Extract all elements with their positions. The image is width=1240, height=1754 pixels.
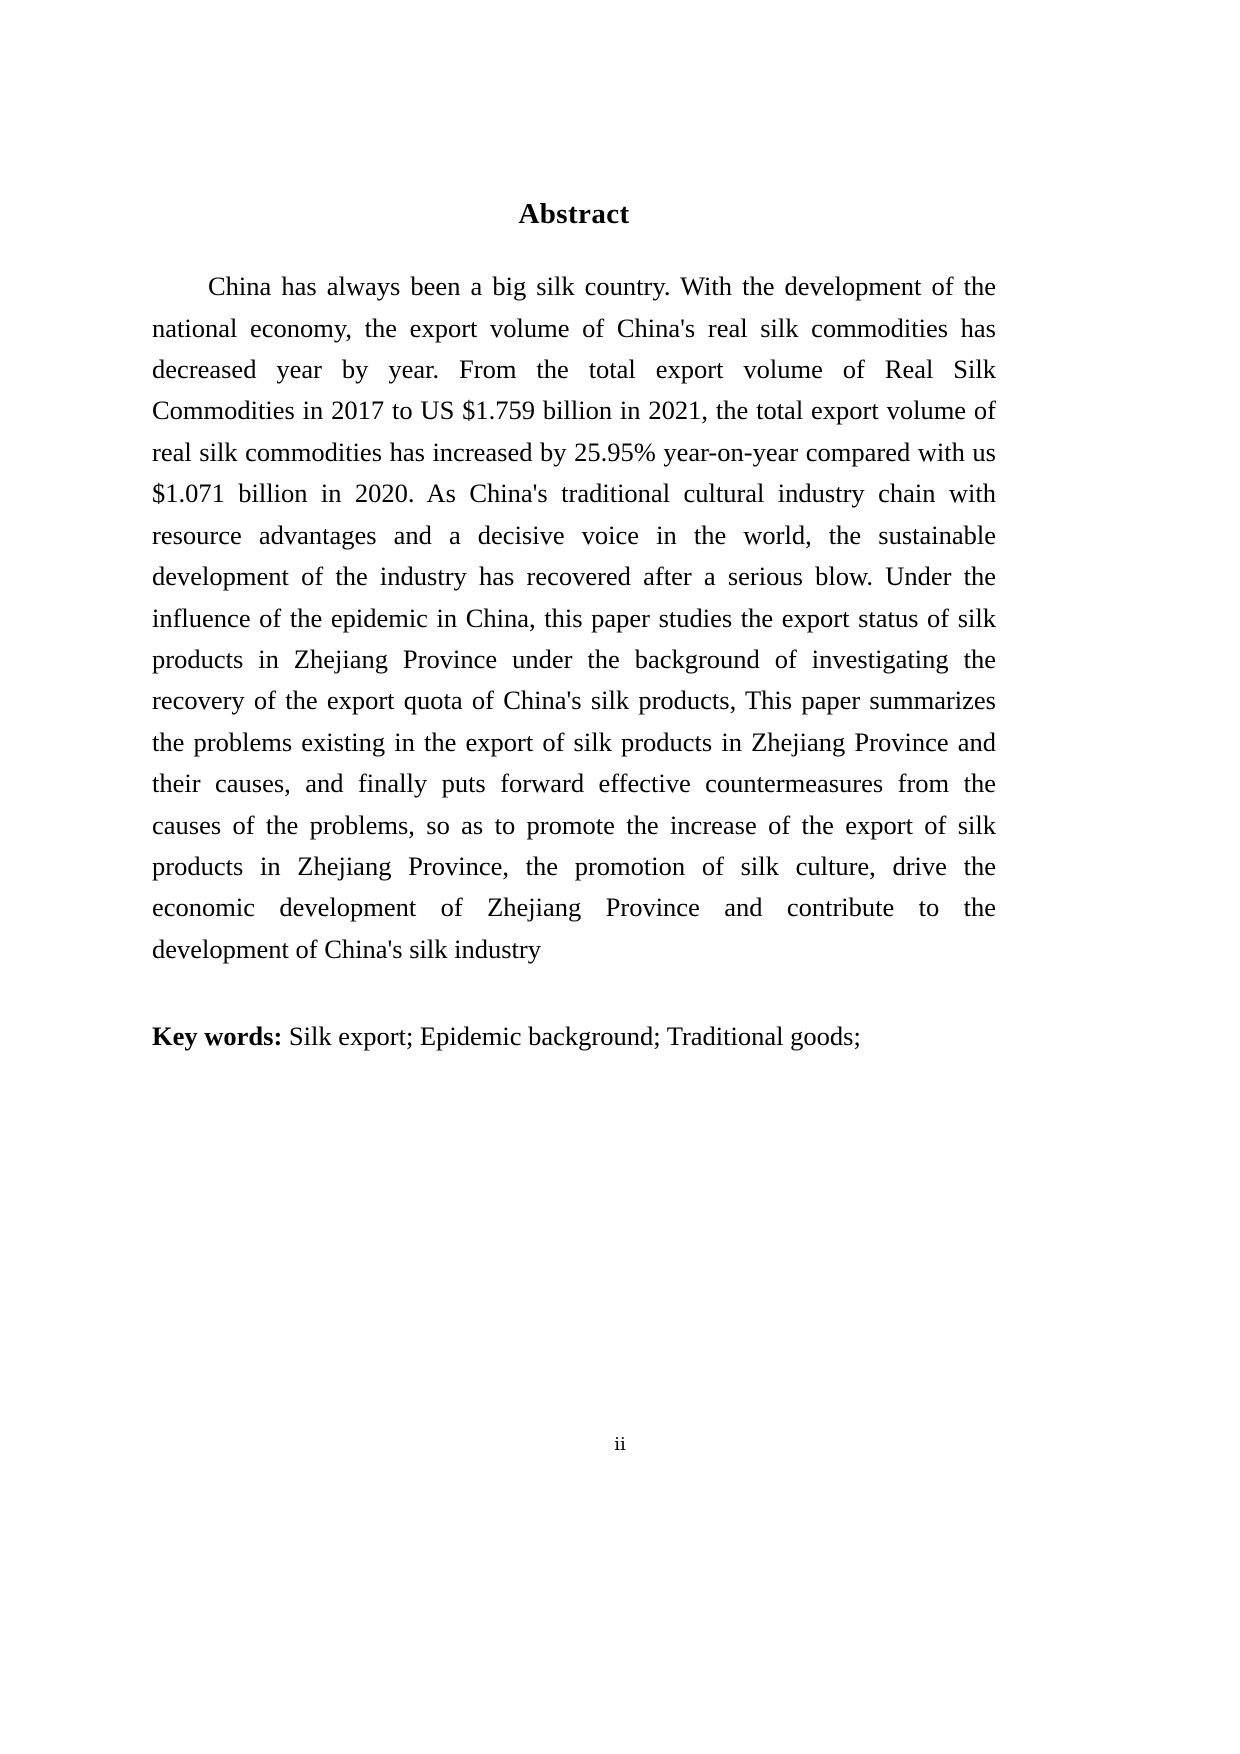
page-content xyxy=(152,196,996,1058)
abstract-paragraph: China has always been a big silk country. With the development of the national economy, the export volume of China's real silk commodities has decreased year by year. From the total export volume of Real Silk Commodities in 2017 to US $1.759 billion in 2021, the total export volume of real silk commodities has increased by 25.95% year-on-year compared with us $1.071 billion in 2020. As China's traditional cultural industry chain with resource advantages and a decisive voice in the world, the sustainable development of the industry has recovered after a serious blow. Under the influence of the epidemic in China, this paper studies the export status of silk products in Zhejiang Province under the background of investigating the recovery of the export quota of China's silk products, This paper summarizes the problems existing in the export of silk products in Zhejiang Province and their causes, and finally puts forward effective countermeasures from the causes of the problems, so as to promote the increase of the export of silk products in Zhejiang Province, the promotion of silk culture, drive the economic development of Zhejiang Province and contribute to the development of China's silk industry xyxy=(152,271,996,964)
keywords-line xyxy=(152,1016,996,1057)
keywords-value: Silk export; Epidemic background; Traditional goods; xyxy=(288,1021,861,1052)
keywords-label: Key words: xyxy=(152,1021,283,1052)
page-number: ⅱ xyxy=(614,1434,626,1454)
page-title: Abstract xyxy=(518,198,630,230)
